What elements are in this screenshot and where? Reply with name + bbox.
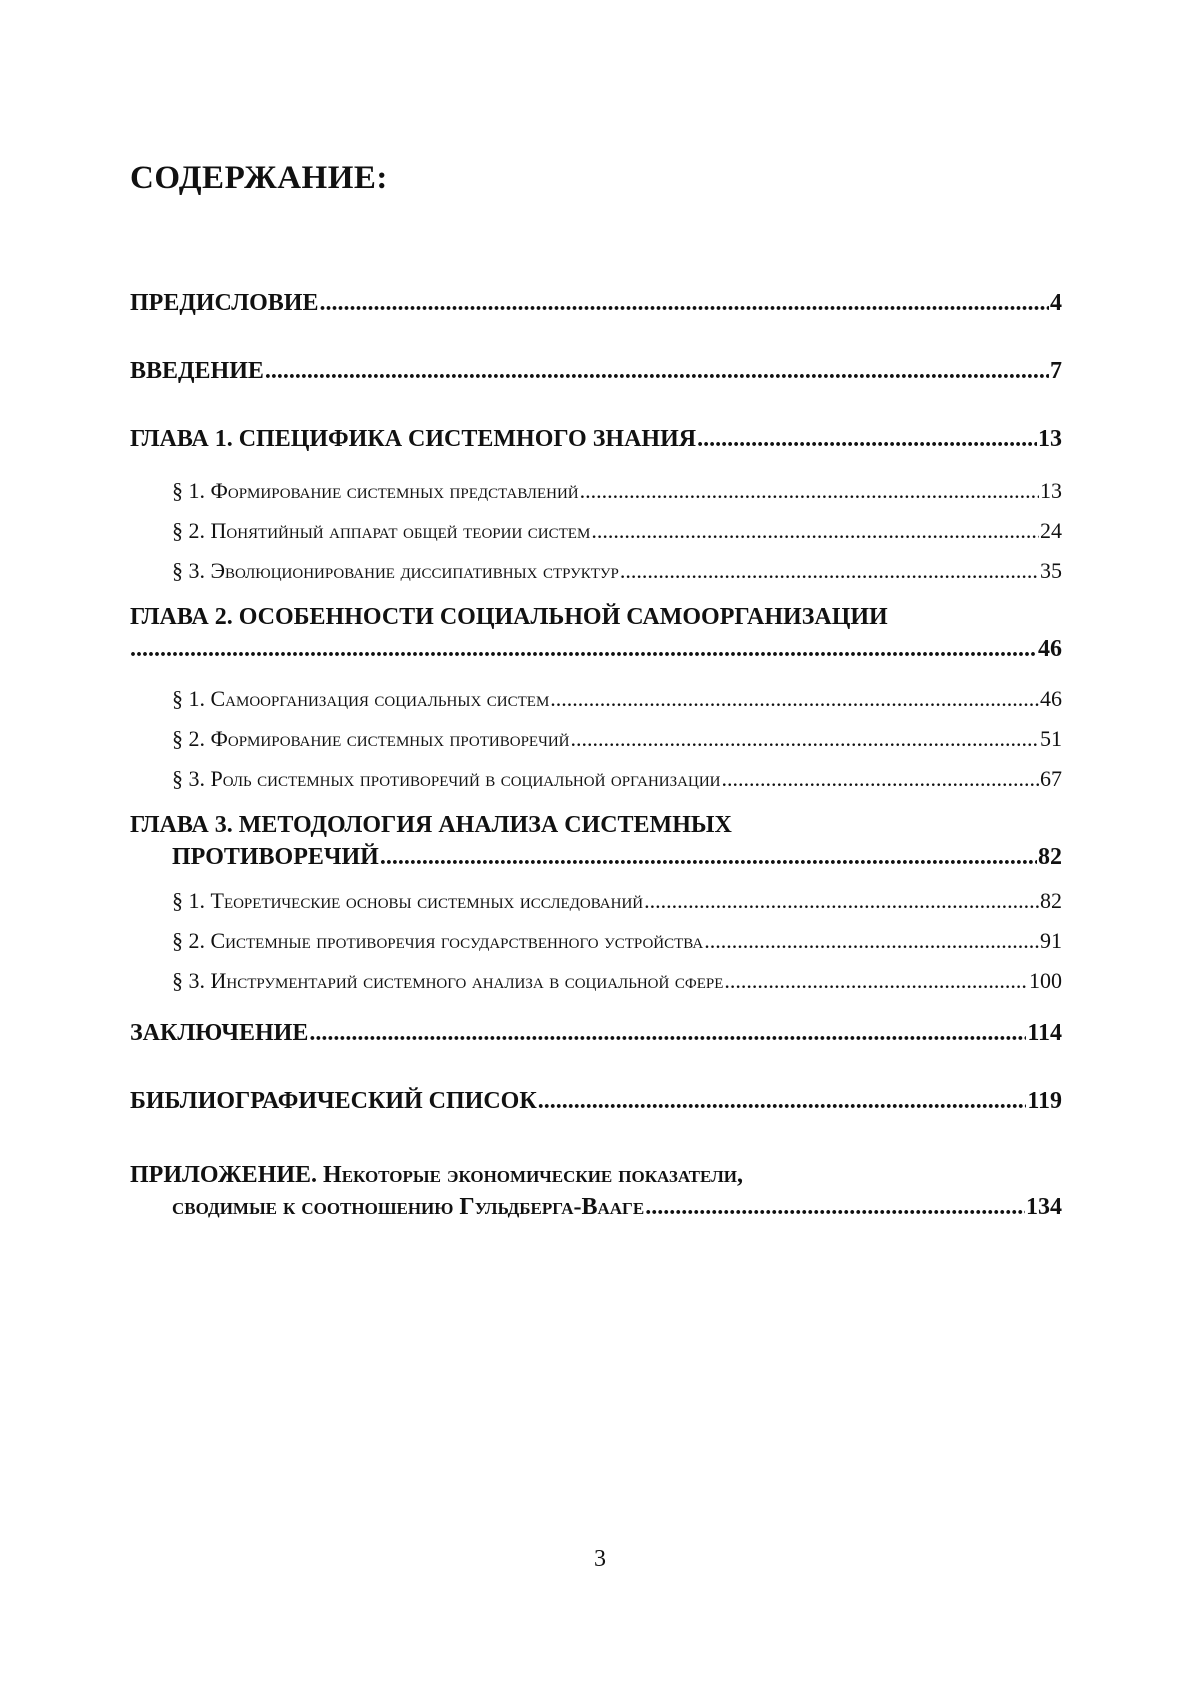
toc-entry-chapter-1[interactable] <box>130 426 1062 478</box>
toc-section-page: 100 <box>1029 968 1062 993</box>
dot-leader <box>130 636 1037 663</box>
toc-entry-chapter-2-title[interactable]: ГЛАВА 2. ОСОБЕННОСТИ СОЦИАЛЬНОЙ САМООРГАНИЗАЦИИ <box>130 604 888 630</box>
table-of-contents <box>130 290 1062 1238</box>
dot-leader <box>721 766 1039 792</box>
dot-leader <box>620 558 1039 584</box>
toc-entry-page: 134 <box>1026 1194 1062 1220</box>
toc-entry-page: 119 <box>1027 1088 1062 1114</box>
toc-section-3-1[interactable] <box>130 888 1062 928</box>
toc-section-title: § 1. Самоорганизация социальных систем <box>172 686 550 711</box>
toc-section-2-3[interactable] <box>130 766 1062 812</box>
dot-leader <box>645 1194 1025 1221</box>
toc-entry-chapter-3[interactable] <box>130 844 1062 888</box>
page-title: СОДЕРЖАНИЕ: <box>130 160 388 196</box>
dot-leader <box>380 844 1037 871</box>
toc-section-title: § 2. Формирование системных противоречий <box>172 726 570 751</box>
dot-leader <box>550 686 1039 712</box>
toc-section-title: § 3. Инструментарий системного анализа в социальной сфере <box>172 968 724 993</box>
toc-section-page: 24 <box>1040 518 1062 543</box>
toc-section-page: 35 <box>1040 558 1062 583</box>
dot-leader <box>580 478 1039 504</box>
toc-section-page: 46 <box>1040 686 1062 711</box>
toc-entry-page: 46 <box>1038 636 1062 662</box>
dot-leader <box>704 928 1039 954</box>
toc-entry-title: ВВЕДЕНИЕ <box>130 358 264 384</box>
toc-section-page: 91 <box>1040 928 1062 953</box>
toc-entry-page: 82 <box>1038 844 1062 870</box>
dot-leader <box>644 888 1039 914</box>
toc-entry-title: ЗАКЛЮЧЕНИЕ <box>130 1020 309 1046</box>
toc-section-title: § 3. Эволюционирование диссипативных структур <box>172 558 619 583</box>
toc-section-1-2[interactable] <box>130 518 1062 558</box>
toc-entry-page: 13 <box>1038 426 1062 452</box>
toc-section-3-3[interactable] <box>130 968 1062 1020</box>
toc-section-title: § 3. Роль системных противоречий в социальной организации <box>172 766 721 791</box>
page-number: 3 <box>594 1546 606 1572</box>
dot-leader <box>319 290 1049 317</box>
toc-section-title: § 1. Теоретические основы системных исследований <box>172 888 644 913</box>
toc-section-1-3[interactable] <box>130 558 1062 604</box>
toc-section-page: 13 <box>1040 478 1062 503</box>
toc-section-page: 82 <box>1040 888 1062 913</box>
toc-entry-intro[interactable] <box>130 358 1062 426</box>
toc-section-2-2[interactable] <box>130 726 1062 766</box>
toc-entry-chapter-3-title[interactable]: ГЛАВА 3. МЕТОДОЛОГИЯ АНАЛИЗА СИСТЕМНЫХ <box>130 812 732 838</box>
toc-section-3-2[interactable] <box>130 928 1062 968</box>
toc-section-1-1[interactable] <box>130 478 1062 518</box>
toc-entry-preface[interactable] <box>130 290 1062 358</box>
dot-leader <box>724 968 1028 994</box>
dot-leader <box>697 426 1037 453</box>
toc-entry-appendix[interactable] <box>130 1194 1062 1238</box>
dot-leader <box>591 518 1039 544</box>
toc-entry-bibliography[interactable] <box>130 1088 1062 1162</box>
toc-entry-page: 114 <box>1027 1020 1062 1046</box>
dot-leader <box>571 726 1040 752</box>
toc-entry-title: БИБЛИОГРАФИЧЕСКИЙ СПИСОК <box>130 1088 537 1114</box>
toc-section-page: 67 <box>1040 766 1062 791</box>
dot-leader <box>309 1020 1026 1047</box>
toc-section-page: 51 <box>1040 726 1062 751</box>
toc-section-title: § 2. Понятийный аппарат общей теории систем <box>172 518 591 543</box>
toc-entry-chapter-2[interactable] <box>130 636 1062 686</box>
toc-entry-appendix-title[interactable]: ПРИЛОЖЕНИЕ. Некоторые экономические показатели, <box>130 1162 743 1188</box>
toc-entry-page: 4 <box>1050 290 1062 316</box>
dot-leader <box>538 1088 1027 1115</box>
toc-section-title: § 2. Системные противоречия государственного устройства <box>172 928 704 953</box>
toc-entry-conclusion[interactable] <box>130 1020 1062 1088</box>
dot-leader <box>265 358 1049 385</box>
toc-section-2-1[interactable] <box>130 686 1062 726</box>
toc-entry-title: сводимые к соотношению Гульдберга-Вааге <box>172 1194 645 1220</box>
toc-entry-title: ПРЕДИСЛОВИЕ <box>130 290 319 316</box>
toc-entry-title: ПРОТИВОРЕЧИЙ <box>172 844 379 870</box>
toc-section-title: § 1. Формирование системных представлений <box>172 478 579 503</box>
toc-entry-title: ГЛАВА 1. СПЕЦИФИКА СИСТЕМНОГО ЗНАНИЯ <box>130 426 697 452</box>
toc-entry-page: 7 <box>1050 358 1062 384</box>
